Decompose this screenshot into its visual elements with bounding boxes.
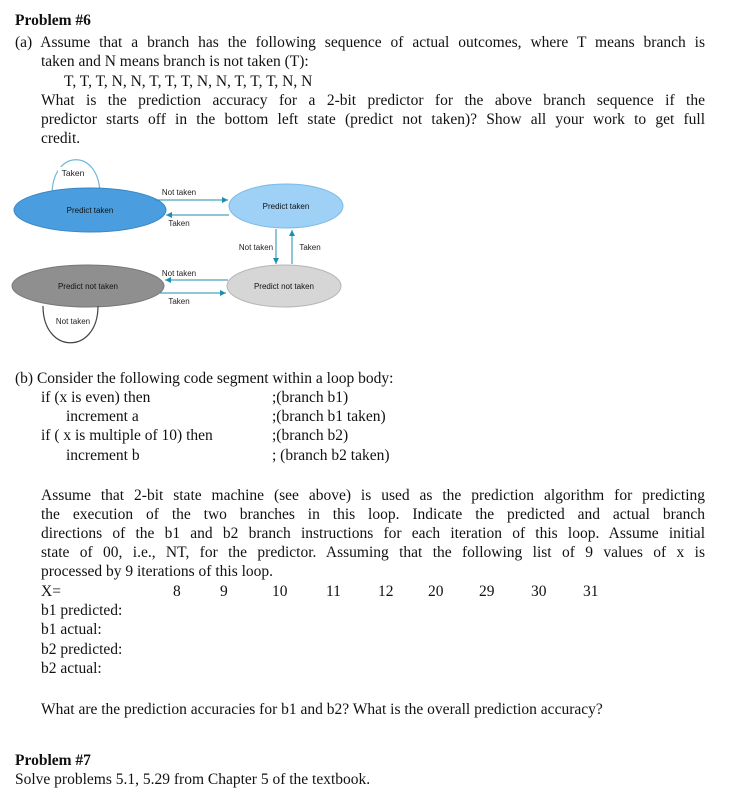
x-value: 11 (326, 583, 341, 600)
part-b-intro: (b) Consider the following code segment within a loop body: (15, 370, 394, 387)
arrow-top-not-taken-label: Not taken (161, 188, 197, 197)
arrow-bottom-taken-label: Taken (168, 297, 190, 306)
problem-7-title: Problem #7 (15, 752, 91, 769)
row-b2-actual: b2 actual: (41, 660, 102, 677)
code-comment-4: ; (branch b2 taken) (272, 447, 390, 464)
x-label: X= (41, 583, 61, 600)
part-b-paragraph: Assume that 2-bit state machine (see above) is used as the prediction algorithm for predicting the execution of the two branches in this loop. Indicate the predicted and actual branch directions of the b1 and b2 branch instructions for each iteration of this loop. Assume initial state of 00, i.e., NT, for the predictor. Assuming that the following list of 9 values of x is processed by 9 iterations of this loop. (41, 487, 705, 580)
x-value: 12 (378, 583, 394, 600)
state-top-right-label: Predict taken (262, 202, 310, 211)
part-a-question: What is the prediction accuracy for a 2-bit predictor for the above branch sequence if the predictor starts off in the bottom left state (predict not taken)? Show all your work to get full credit. (41, 92, 705, 147)
part-b-question: What are the prediction accuracies for b1 and b2? What is the overall prediction accuracy? (41, 701, 603, 718)
state-top-left-label: Predict taken (66, 206, 114, 215)
arrow-top-taken-label: Taken (168, 219, 190, 228)
code-line-1: if (x is even) then (41, 389, 151, 406)
x-value: 30 (531, 583, 547, 600)
x-value: 10 (272, 583, 288, 600)
part-a-line1: (a) Assume that a branch has the following sequence of actual outcomes, where T means branch is (15, 34, 705, 51)
outcome-sequence: T, T, T, N, N, T, T, T, N, N, T, T, T, N, N (64, 73, 313, 90)
code-line-3: if ( x is multiple of 10) then (41, 427, 213, 444)
self-loop-not-taken-label: Not taken (55, 317, 91, 326)
problem-6-title: Problem #6 (15, 12, 91, 29)
code-comment-1: ;(branch b1) (272, 389, 349, 406)
state-bottom-right-label: Predict not taken (253, 282, 315, 291)
x-value: 29 (479, 583, 495, 600)
code-comment-3: ;(branch b2) (272, 427, 349, 444)
code-line-4: increment b (66, 447, 140, 464)
state-bottom-left-label: Predict not taken (57, 282, 119, 291)
x-value: 8 (173, 583, 181, 600)
arrow-bottom-not-taken-label: Not taken (161, 269, 197, 278)
code-comment-2: ;(branch b1 taken) (272, 408, 386, 425)
row-b1-predicted: b1 predicted: (41, 602, 123, 619)
row-b1-actual: b1 actual: (41, 621, 102, 638)
row-b2-predicted: b2 predicted: (41, 641, 123, 658)
arrow-right-taken-label: Taken (299, 243, 321, 252)
self-loop-taken-label: Taken (61, 168, 85, 178)
x-value: 31 (583, 583, 599, 600)
part-a-line2: taken and N means branch is not taken (T): (41, 53, 309, 70)
problem-7-text: Solve problems 5.1, 5.29 from Chapter 5 of the textbook. (15, 771, 371, 788)
arrow-right-not-taken-label: Not taken (238, 243, 274, 252)
x-value: 9 (220, 583, 228, 600)
code-line-2: increment a (66, 408, 139, 425)
x-value: 20 (428, 583, 444, 600)
